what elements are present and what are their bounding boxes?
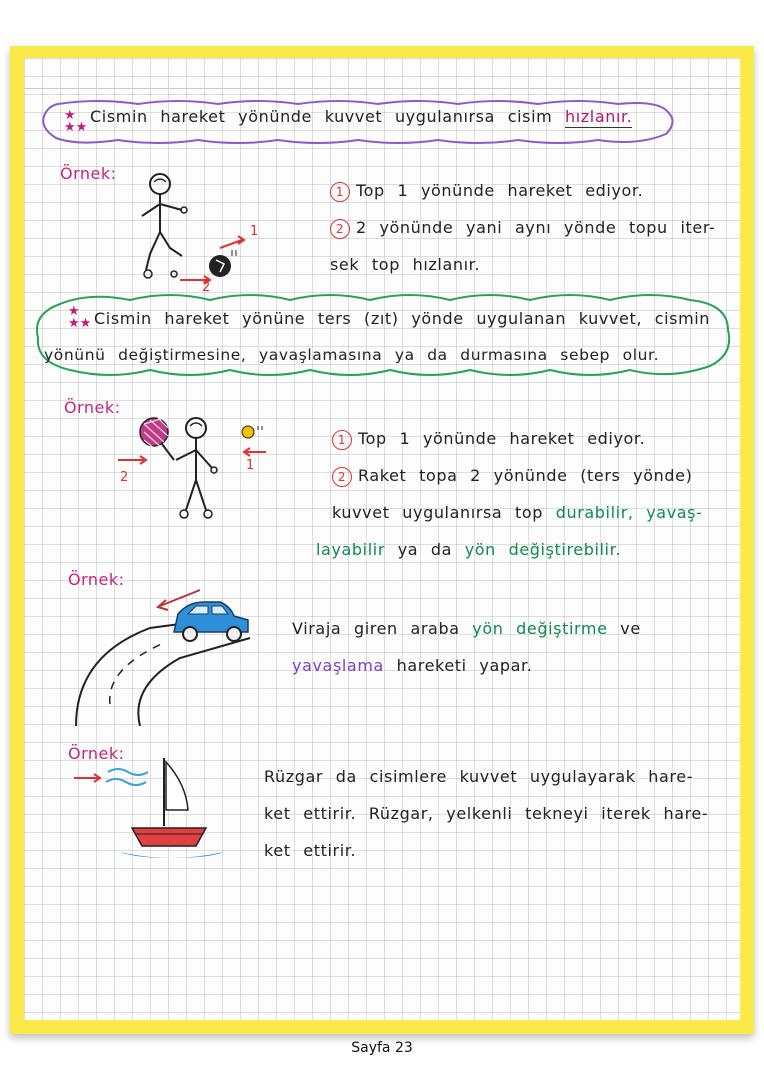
example3-label: Örnek: bbox=[68, 570, 125, 589]
stick-figure-kicking-ball-icon bbox=[120, 170, 270, 300]
example4-line1: Rüzgar da cisimlere kuvvet uygulayarak hare- bbox=[264, 767, 694, 786]
example3-text bbox=[292, 610, 641, 684]
example2-line4-mid: ya da bbox=[397, 540, 453, 559]
rule2-line2: yönünü değiştirmesine, yavaşlamasına ya da durmasına sebep olur. bbox=[44, 346, 660, 364]
example2-fig-label-2: 2 bbox=[120, 470, 129, 485]
rule2-line1: Cismin hareket yönüne ters (zıt) yönde uygulanan kuvvet, cismin bbox=[94, 309, 711, 328]
example1-line3: sek top hızlanır. bbox=[330, 255, 481, 274]
rule1-text-main: Cismin hareket yönünde kuvvet uygulanırsa cisim bbox=[90, 107, 553, 126]
example1-num2: 2 bbox=[330, 219, 350, 239]
rule2-stars: ★ ★★ bbox=[68, 304, 92, 331]
example1-line2: 2 yönünde yani aynı yönde topu iter- bbox=[356, 218, 716, 237]
example2-fig-label-1: 1 bbox=[246, 458, 255, 473]
example2-num2: 2 bbox=[332, 467, 352, 487]
example4-label: Örnek: bbox=[68, 744, 125, 763]
grid-paper bbox=[24, 58, 740, 1020]
example4-text bbox=[264, 758, 708, 869]
example4-line2: ket ettirir. Rüzgar, yelkenli tekneyi iterek hare- bbox=[264, 804, 709, 823]
example1-num1: 1 bbox=[330, 182, 350, 202]
example1-fig-label-2: 2 bbox=[202, 280, 211, 295]
example3-line1-prefix: Viraja giren araba bbox=[292, 619, 460, 638]
example1-text bbox=[330, 172, 715, 283]
rule1-text bbox=[90, 103, 632, 131]
sailboat-in-wind-icon bbox=[60, 754, 230, 864]
example2-text bbox=[316, 420, 703, 568]
example2-label: Örnek: bbox=[64, 398, 121, 417]
example1-label: Örnek: bbox=[60, 164, 117, 183]
example2-line3-prefix: kuvvet uygulanırsa top bbox=[332, 503, 544, 522]
example2-line4-highlight2: yön değiştirebilir. bbox=[464, 540, 622, 559]
example3-line2-suffix: hareketi yapar. bbox=[396, 656, 533, 675]
example2-num1: 1 bbox=[332, 430, 352, 450]
example2-line3-highlight: durabilir, yavaş- bbox=[555, 503, 703, 522]
example2-line4-highlight1: layabilir bbox=[316, 540, 385, 559]
example1-line1: Top 1 yönünde hareket ediyor. bbox=[356, 181, 644, 200]
page-number: Sayfa 23 bbox=[351, 1040, 413, 1056]
example3-line2-highlight: yavaşlama bbox=[292, 656, 384, 675]
example3-line1-suffix: ve bbox=[620, 619, 641, 638]
example3-line1-highlight: yön değiştirme bbox=[472, 619, 608, 638]
example1-fig-label-1: 1 bbox=[250, 224, 259, 239]
example4-line3: ket ettirir. bbox=[264, 841, 357, 860]
rule1-highlight: hızlanır. bbox=[565, 107, 633, 126]
example2-line2: Raket topa 2 yönünde (ters yönde) bbox=[358, 466, 693, 485]
paper-top-line bbox=[24, 88, 740, 89]
car-on-curved-road-icon bbox=[70, 576, 260, 726]
example2-line1: Top 1 yönünde hareket ediyor. bbox=[358, 429, 646, 448]
page-frame bbox=[10, 46, 754, 1034]
rule1-stars: ★ ★★ bbox=[64, 108, 88, 135]
